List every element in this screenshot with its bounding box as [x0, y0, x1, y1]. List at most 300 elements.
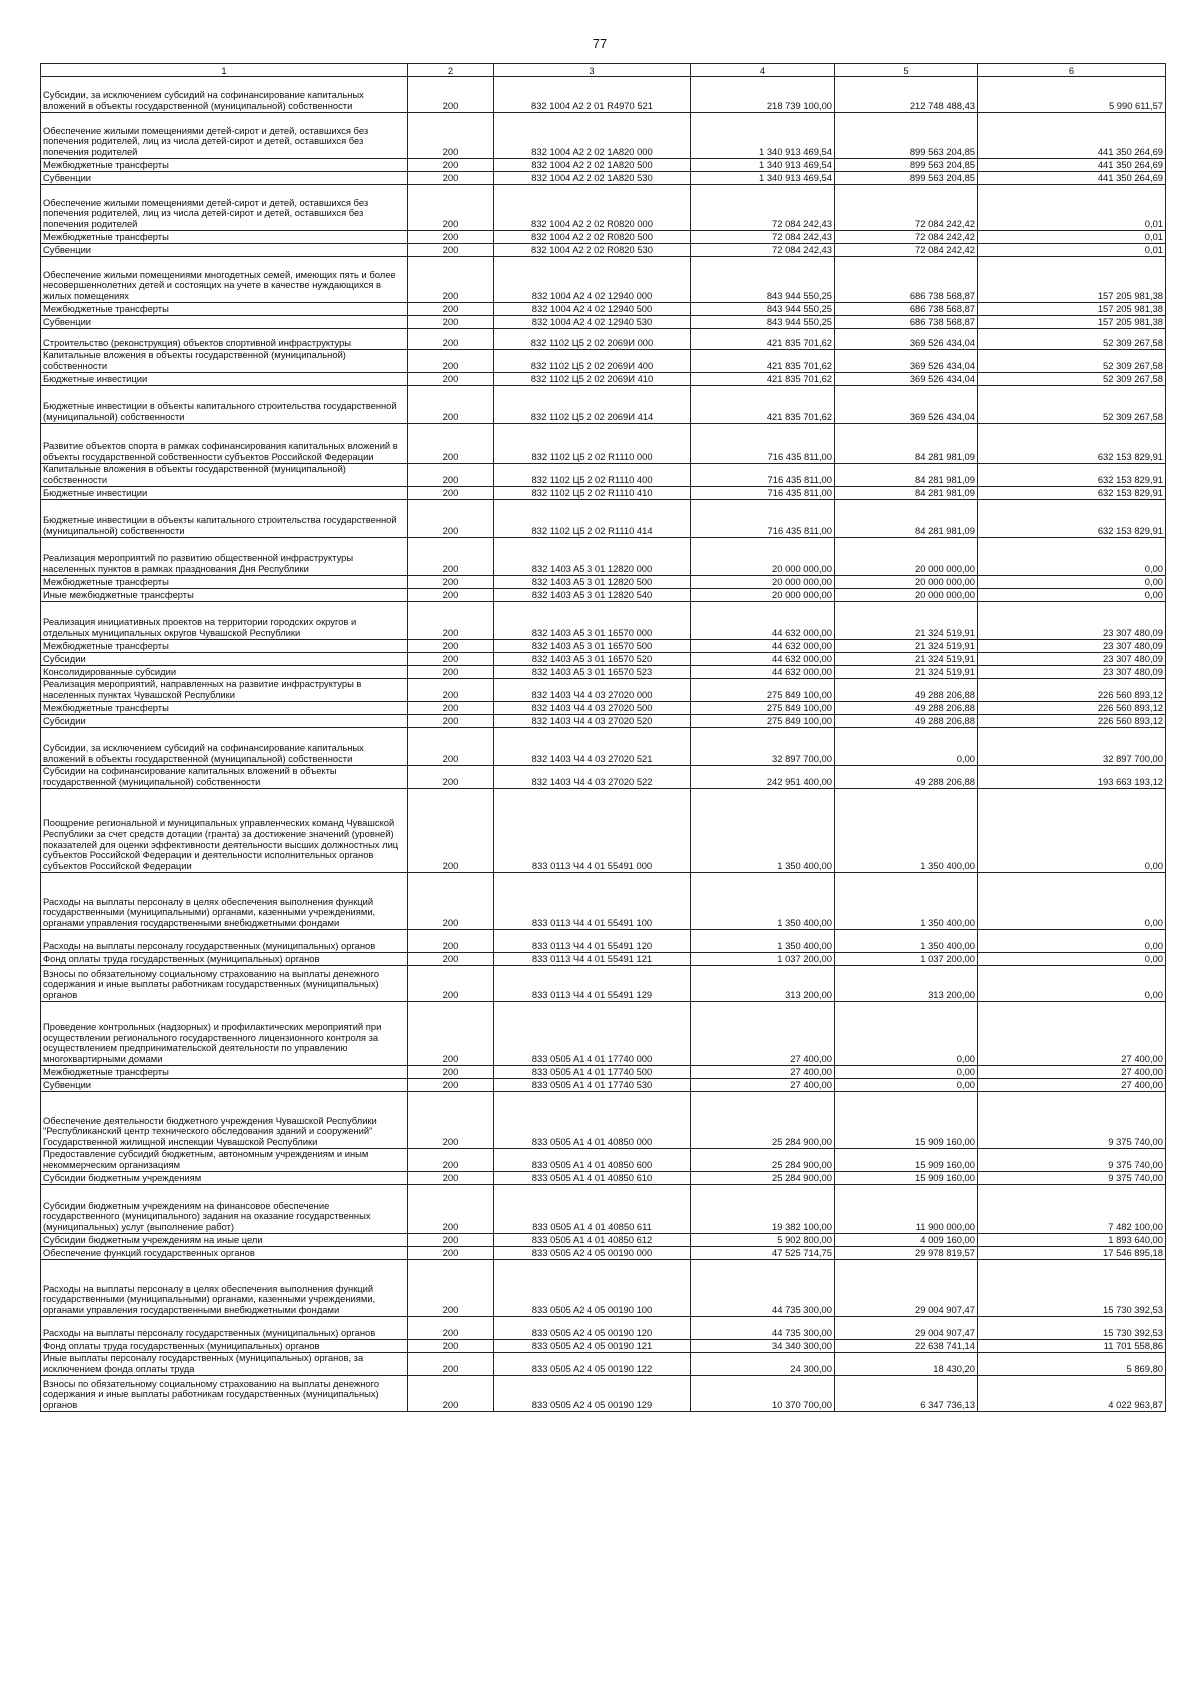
table-body	[41, 77, 1166, 1412]
budget-classification-code-cell: 833 0113 Ч4 4 01 55491 100	[494, 873, 691, 930]
expense-name-cell: Фонд оплаты труда государственных (муниципальных) органов	[41, 953, 408, 966]
line-code-cell: 200	[408, 666, 494, 679]
budget-classification-code-cell: 832 1102 Ц5 2 02 2069И 000	[494, 329, 691, 350]
table-row	[41, 386, 1166, 424]
executed-amount-cell: 22 638 741,14	[835, 1340, 978, 1353]
table-row	[41, 640, 1166, 653]
line-code-cell: 200	[408, 244, 494, 257]
table-row	[41, 487, 1166, 500]
budget-classification-code-cell: 833 0505 A1 4 01 40850 612	[494, 1234, 691, 1247]
executed-amount-cell: 84 281 981,09	[835, 424, 978, 464]
executed-amount-cell: 899 563 204,85	[835, 172, 978, 185]
unexecuted-amount-cell: 193 663 193,12	[978, 766, 1166, 789]
line-code-cell: 200	[408, 113, 494, 159]
executed-amount-cell: 0,00	[835, 1079, 978, 1092]
unexecuted-amount-cell: 0,00	[978, 789, 1166, 873]
table-header	[41, 64, 1166, 77]
expense-name-cell: Обеспечение жильми помещениями многодетных семей, имеющих пять и более несовершеннолетних детей и состоящих на учете в качестве нуждающихся в жилых помещениях	[41, 257, 408, 303]
expense-name-cell: Субсидии на софинансирование капитальных вложений в объекты государственной (муниципальной) собственности	[41, 766, 408, 789]
budget-classification-code-cell: 832 1004 A2 2 02 1A820 500	[494, 159, 691, 172]
unexecuted-amount-cell: 0,00	[978, 873, 1166, 930]
expense-name-cell: Предоставление субсидий бюджетным, автономным учреждениям и иным некоммерческим организациям	[41, 1149, 408, 1172]
expense-name-cell: Субвенции	[41, 244, 408, 257]
budget-classification-code-cell: 832 1403 A5 3 01 12820 000	[494, 538, 691, 576]
unexecuted-amount-cell: 27 400,00	[978, 1066, 1166, 1079]
budget-classification-code-cell: 833 0113 Ч4 4 01 55491 000	[494, 789, 691, 873]
line-code-cell: 200	[408, 1079, 494, 1092]
executed-amount-cell: 21 324 519,91	[835, 653, 978, 666]
expense-name-cell: Межбюджетные трансферты	[41, 231, 408, 244]
budget-classification-code-cell: 833 0505 A2 4 05 00190 120	[494, 1317, 691, 1340]
expense-name-cell: Обеспечение жилыми помещениями детей-сирот и детей, оставшихся без попечения родителей, лиц из числа детей-сирот и детей, оставшихся без попечения родителей	[41, 185, 408, 231]
unexecuted-amount-cell: 9 375 740,00	[978, 1092, 1166, 1149]
table-row	[41, 1092, 1166, 1149]
expense-name-cell: Межбюджетные трансферты	[41, 1066, 408, 1079]
table-row	[41, 966, 1166, 1002]
table-row	[41, 159, 1166, 172]
executed-amount-cell: 4 009 160,00	[835, 1234, 978, 1247]
line-code-cell: 200	[408, 602, 494, 640]
budget-classification-code-cell: 833 0505 A1 4 01 40850 610	[494, 1172, 691, 1185]
approved-amount-cell: 20 000 000,00	[691, 589, 835, 602]
unexecuted-amount-cell: 0,01	[978, 244, 1166, 257]
expense-name-cell: Межбюджетные трансферты	[41, 159, 408, 172]
unexecuted-amount-cell: 7 482 100,00	[978, 1185, 1166, 1234]
approved-amount-cell: 1 037 200,00	[691, 953, 835, 966]
unexecuted-amount-cell: 632 153 829,91	[978, 464, 1166, 487]
executed-amount-cell: 29 004 907,47	[835, 1317, 978, 1340]
executed-amount-cell: 686 738 568,87	[835, 257, 978, 303]
column-number-3: 3	[494, 64, 691, 77]
budget-classification-code-cell: 832 1102 Ц5 2 02 2069И 414	[494, 386, 691, 424]
column-number-5: 5	[835, 64, 978, 77]
budget-classification-code-cell: 832 1403 Ч4 4 03 27020 522	[494, 766, 691, 789]
unexecuted-amount-cell: 15 730 392,53	[978, 1260, 1166, 1317]
line-code-cell: 200	[408, 653, 494, 666]
executed-amount-cell: 11 900 000,00	[835, 1185, 978, 1234]
unexecuted-amount-cell: 0,00	[978, 930, 1166, 953]
budget-classification-code-cell: 833 0505 A1 4 01 40850 000	[494, 1092, 691, 1149]
approved-amount-cell: 5 902 800,00	[691, 1234, 835, 1247]
approved-amount-cell: 27 400,00	[691, 1079, 835, 1092]
budget-classification-code-cell: 832 1004 A2 2 02 1A820 000	[494, 113, 691, 159]
unexecuted-amount-cell: 23 307 480,09	[978, 640, 1166, 653]
line-code-cell: 200	[408, 1317, 494, 1340]
line-code-cell: 200	[408, 373, 494, 386]
budget-classification-code-cell: 832 1102 Ц5 2 02 R1110 000	[494, 424, 691, 464]
unexecuted-amount-cell: 11 701 558,86	[978, 1340, 1166, 1353]
approved-amount-cell: 242 951 400,00	[691, 766, 835, 789]
line-code-cell: 200	[408, 1066, 494, 1079]
line-code-cell: 200	[408, 185, 494, 231]
expense-name-cell: Обеспечение функций государственных органов	[41, 1247, 408, 1260]
budget-classification-code-cell: 832 1004 A2 4 02 12940 500	[494, 303, 691, 316]
unexecuted-amount-cell: 632 153 829,91	[978, 487, 1166, 500]
table-row	[41, 113, 1166, 159]
executed-amount-cell: 15 909 160,00	[835, 1172, 978, 1185]
expense-name-cell: Консолидированные субсидии	[41, 666, 408, 679]
executed-amount-cell: 899 563 204,85	[835, 113, 978, 159]
executed-amount-cell: 686 738 568,87	[835, 303, 978, 316]
table-row	[41, 257, 1166, 303]
expense-name-cell: Реализация мероприятий, направленных на развитие инфраструктуры в населенных пунктах Чувашской Республики	[41, 679, 408, 702]
table-row	[41, 728, 1166, 766]
line-code-cell: 200	[408, 77, 494, 113]
approved-amount-cell: 421 835 701,62	[691, 350, 835, 373]
expense-name-cell: Межбюджетные трансферты	[41, 576, 408, 589]
line-code-cell: 200	[408, 873, 494, 930]
expense-name-cell: Субсидии	[41, 715, 408, 728]
expense-name-cell: Расходы на выплаты персоналу в целях обеспечения выполнения функций государственными (муниципальными) органами, казенными учреждениями, органами управления государственными внебюджетными фондами	[41, 873, 408, 930]
budget-classification-code-cell: 832 1403 A5 3 01 12820 540	[494, 589, 691, 602]
expense-name-cell: Расходы на выплаты персоналу государственных (муниципальных) органов	[41, 1317, 408, 1340]
approved-amount-cell: 72 084 242,43	[691, 231, 835, 244]
line-code-cell: 200	[408, 500, 494, 538]
expense-name-cell: Бюджетные инвестиции	[41, 487, 408, 500]
column-number-2: 2	[408, 64, 494, 77]
executed-amount-cell: 686 738 568,87	[835, 316, 978, 329]
table-row	[41, 538, 1166, 576]
table-row	[41, 1247, 1166, 1260]
unexecuted-amount-cell: 52 309 267,58	[978, 350, 1166, 373]
unexecuted-amount-cell: 52 309 267,58	[978, 329, 1166, 350]
expense-name-cell: Обеспечение жилыми помещениями детей-сирот и детей, оставшихся без попечения родителей, лиц из числа детей-сирот и детей, оставшихся без попечения родителей	[41, 113, 408, 159]
table-row	[41, 1172, 1166, 1185]
table-row	[41, 666, 1166, 679]
expense-name-cell: Субсидии, за исключением субсидий на софинансирование капитальных вложений в объекты государственной (муниципальной) собственности	[41, 77, 408, 113]
approved-amount-cell: 1 350 400,00	[691, 873, 835, 930]
executed-amount-cell: 18 430,20	[835, 1353, 978, 1376]
executed-amount-cell: 72 084 242,42	[835, 185, 978, 231]
table-row	[41, 602, 1166, 640]
expense-name-cell: Субсидии бюджетным учреждениям на иные цели	[41, 1234, 408, 1247]
executed-amount-cell: 369 526 434,04	[835, 373, 978, 386]
unexecuted-amount-cell: 9 375 740,00	[978, 1172, 1166, 1185]
approved-amount-cell: 72 084 242,43	[691, 185, 835, 231]
approved-amount-cell: 313 200,00	[691, 966, 835, 1002]
line-code-cell: 200	[408, 789, 494, 873]
line-code-cell: 200	[408, 538, 494, 576]
executed-amount-cell: 369 526 434,04	[835, 386, 978, 424]
column-number-4: 4	[691, 64, 835, 77]
approved-amount-cell: 1 350 400,00	[691, 930, 835, 953]
approved-amount-cell: 44 632 000,00	[691, 640, 835, 653]
expense-name-cell: Фонд оплаты труда государственных (муниципальных) органов	[41, 1340, 408, 1353]
executed-amount-cell: 20 000 000,00	[835, 576, 978, 589]
table-row	[41, 766, 1166, 789]
expense-name-cell: Межбюджетные трансферты	[41, 640, 408, 653]
table-row	[41, 1260, 1166, 1317]
expense-name-cell: Взносы по обязательному социальному страхованию на выплаты денежного содержания и иные выплаты работникам государственных (муниципальных) органов	[41, 1376, 408, 1412]
table-row	[41, 715, 1166, 728]
approved-amount-cell: 20 000 000,00	[691, 538, 835, 576]
approved-amount-cell: 19 382 100,00	[691, 1185, 835, 1234]
table-row	[41, 350, 1166, 373]
approved-amount-cell: 275 849 100,00	[691, 679, 835, 702]
unexecuted-amount-cell: 4 022 963,87	[978, 1376, 1166, 1412]
line-code-cell: 200	[408, 257, 494, 303]
budget-classification-code-cell: 833 0113 Ч4 4 01 55491 129	[494, 966, 691, 1002]
line-code-cell: 200	[408, 1234, 494, 1247]
line-code-cell: 200	[408, 303, 494, 316]
budget-classification-code-cell: 832 1403 A5 3 01 16570 500	[494, 640, 691, 653]
expense-name-cell: Развитие объектов спорта в рамках софинансирования капитальных вложений в объекты государственной собственности субъектов Российской Федерации	[41, 424, 408, 464]
expense-name-cell: Межбюджетные трансферты	[41, 303, 408, 316]
table-row	[41, 77, 1166, 113]
executed-amount-cell: 20 000 000,00	[835, 589, 978, 602]
executed-amount-cell: 29 978 819,57	[835, 1247, 978, 1260]
expense-name-cell: Поощрение региональной и муниципальных управленческих команд Чувашской Республики за счет средств дотации (гранта) за достижение значений (уровней) показателей для оценки эффективности деятельности высших должностных лиц субъектов Российской Федерации и деятельности исполнительных органов субъектов Российской Федерации	[41, 789, 408, 873]
executed-amount-cell: 84 281 981,09	[835, 487, 978, 500]
unexecuted-amount-cell: 27 400,00	[978, 1002, 1166, 1066]
unexecuted-amount-cell: 441 350 264,69	[978, 159, 1166, 172]
executed-amount-cell: 72 084 242,42	[835, 231, 978, 244]
approved-amount-cell: 72 084 242,43	[691, 244, 835, 257]
executed-amount-cell: 899 563 204,85	[835, 159, 978, 172]
table-row	[41, 424, 1166, 464]
page-number: 77	[592, 36, 608, 51]
budget-classification-code-cell: 833 0505 A2 4 05 00190 000	[494, 1247, 691, 1260]
expense-name-cell: Субвенции	[41, 316, 408, 329]
unexecuted-amount-cell: 632 153 829,91	[978, 500, 1166, 538]
column-number-row	[41, 64, 1166, 77]
table-row	[41, 373, 1166, 386]
expense-name-cell: Бюджетные инвестиции в объекты капитального строительства государственной (муниципальной) собственности	[41, 500, 408, 538]
table-row	[41, 231, 1166, 244]
line-code-cell: 200	[408, 1172, 494, 1185]
approved-amount-cell: 421 835 701,62	[691, 386, 835, 424]
expense-name-cell: Субсидии	[41, 653, 408, 666]
approved-amount-cell: 275 849 100,00	[691, 715, 835, 728]
executed-amount-cell: 313 200,00	[835, 966, 978, 1002]
unexecuted-amount-cell: 0,00	[978, 576, 1166, 589]
line-code-cell: 200	[408, 1247, 494, 1260]
executed-amount-cell: 21 324 519,91	[835, 602, 978, 640]
unexecuted-amount-cell: 441 350 264,69	[978, 113, 1166, 159]
executed-amount-cell: 49 288 206,88	[835, 702, 978, 715]
unexecuted-amount-cell: 0,00	[978, 538, 1166, 576]
budget-classification-code-cell: 833 0505 A1 4 01 17740 530	[494, 1079, 691, 1092]
unexecuted-amount-cell: 157 205 981,38	[978, 303, 1166, 316]
approved-amount-cell: 1 340 913 469,54	[691, 172, 835, 185]
expense-name-cell: Расходы на выплаты персоналу в целях обеспечения выполнения функций государственными (муниципальными) органами, казенными учреждениями, органами управления государственными внебюджетными фондами	[41, 1260, 408, 1317]
executed-amount-cell: 369 526 434,04	[835, 350, 978, 373]
table-row	[41, 653, 1166, 666]
executed-amount-cell: 21 324 519,91	[835, 640, 978, 653]
approved-amount-cell: 843 944 550,25	[691, 303, 835, 316]
line-code-cell: 200	[408, 640, 494, 653]
expense-name-cell: Проведение контрольных (надзорных) и профилактических мероприятий при осуществлении регионального государственного лицензионного контроля за осуществлением предпринимательской деятельности по управлению многоквартирными домами	[41, 1002, 408, 1066]
line-code-cell: 200	[408, 953, 494, 966]
budget-classification-code-cell: 832 1403 Ч4 4 03 27020 520	[494, 715, 691, 728]
table-row	[41, 873, 1166, 930]
line-code-cell: 200	[408, 679, 494, 702]
unexecuted-amount-cell: 157 205 981,38	[978, 257, 1166, 303]
budget-classification-code-cell: 832 1004 A2 2 02 R0820 500	[494, 231, 691, 244]
line-code-cell: 200	[408, 231, 494, 244]
table-row	[41, 702, 1166, 715]
budget-classification-code-cell: 832 1102 Ц5 2 02 2069И 400	[494, 350, 691, 373]
line-code-cell: 200	[408, 316, 494, 329]
executed-amount-cell: 84 281 981,09	[835, 500, 978, 538]
line-code-cell: 200	[408, 576, 494, 589]
unexecuted-amount-cell: 23 307 480,09	[978, 602, 1166, 640]
unexecuted-amount-cell: 9 375 740,00	[978, 1149, 1166, 1172]
line-code-cell: 200	[408, 1376, 494, 1412]
expense-name-cell: Иные межбюджетные трансферты	[41, 589, 408, 602]
approved-amount-cell: 27 400,00	[691, 1002, 835, 1066]
table-row	[41, 1234, 1166, 1247]
executed-amount-cell: 1 350 400,00	[835, 873, 978, 930]
executed-amount-cell: 212 748 488,43	[835, 77, 978, 113]
approved-amount-cell: 25 284 900,00	[691, 1149, 835, 1172]
unexecuted-amount-cell: 52 309 267,58	[978, 373, 1166, 386]
approved-amount-cell: 421 835 701,62	[691, 329, 835, 350]
line-code-cell: 200	[408, 766, 494, 789]
table-row	[41, 172, 1166, 185]
budget-classification-code-cell: 833 0113 Ч4 4 01 55491 121	[494, 953, 691, 966]
expense-name-cell: Иные выплаты персоналу государственных (муниципальных) органов, за исключением фонда оплаты труда	[41, 1353, 408, 1376]
budget-classification-code-cell: 832 1102 Ц5 2 02 R1110 400	[494, 464, 691, 487]
budget-classification-code-cell: 832 1004 A2 2 02 R0820 530	[494, 244, 691, 257]
executed-amount-cell: 0,00	[835, 1066, 978, 1079]
line-code-cell: 200	[408, 728, 494, 766]
budget-classification-code-cell: 833 0505 A1 4 01 17740 500	[494, 1066, 691, 1079]
approved-amount-cell: 843 944 550,25	[691, 257, 835, 303]
line-code-cell: 200	[408, 1340, 494, 1353]
executed-amount-cell: 72 084 242,42	[835, 244, 978, 257]
table-row	[41, 303, 1166, 316]
approved-amount-cell: 24 300,00	[691, 1353, 835, 1376]
executed-amount-cell: 369 526 434,04	[835, 329, 978, 350]
executed-amount-cell: 29 004 907,47	[835, 1260, 978, 1317]
table-row	[41, 1149, 1166, 1172]
table-row	[41, 1079, 1166, 1092]
line-code-cell: 200	[408, 930, 494, 953]
executed-amount-cell: 49 288 206,88	[835, 766, 978, 789]
approved-amount-cell: 716 435 811,00	[691, 464, 835, 487]
approved-amount-cell: 1 340 913 469,54	[691, 113, 835, 159]
approved-amount-cell: 716 435 811,00	[691, 424, 835, 464]
expense-name-cell: Субвенции	[41, 1079, 408, 1092]
approved-amount-cell: 1 350 400,00	[691, 789, 835, 873]
table-row	[41, 1317, 1166, 1340]
line-code-cell: 200	[408, 329, 494, 350]
budget-classification-code-cell: 832 1403 A5 3 01 12820 500	[494, 576, 691, 589]
approved-amount-cell: 44 735 300,00	[691, 1260, 835, 1317]
unexecuted-amount-cell: 226 560 893,12	[978, 679, 1166, 702]
unexecuted-amount-cell: 1 893 640,00	[978, 1234, 1166, 1247]
expense-name-cell: Реализация инициативных проектов на территории городских округов и отдельных муниципальных округов Чувашской Республики	[41, 602, 408, 640]
column-number-6: 6	[978, 64, 1166, 77]
approved-amount-cell: 44 632 000,00	[691, 666, 835, 679]
approved-amount-cell: 44 632 000,00	[691, 653, 835, 666]
budget-classification-code-cell: 832 1004 A2 4 02 12940 530	[494, 316, 691, 329]
line-code-cell: 200	[408, 350, 494, 373]
budget-classification-code-cell: 833 0505 A1 4 01 40850 600	[494, 1149, 691, 1172]
approved-amount-cell: 1 340 913 469,54	[691, 159, 835, 172]
approved-amount-cell: 843 944 550,25	[691, 316, 835, 329]
approved-amount-cell: 47 525 714,75	[691, 1247, 835, 1260]
approved-amount-cell: 27 400,00	[691, 1066, 835, 1079]
approved-amount-cell: 716 435 811,00	[691, 500, 835, 538]
unexecuted-amount-cell: 23 307 480,09	[978, 666, 1166, 679]
line-code-cell: 200	[408, 172, 494, 185]
unexecuted-amount-cell: 226 560 893,12	[978, 715, 1166, 728]
approved-amount-cell: 25 284 900,00	[691, 1092, 835, 1149]
table-row	[41, 316, 1166, 329]
budget-classification-code-cell: 832 1403 Ч4 4 03 27020 000	[494, 679, 691, 702]
line-code-cell: 200	[408, 1149, 494, 1172]
budget-table	[40, 63, 1166, 1412]
table-row	[41, 244, 1166, 257]
approved-amount-cell: 44 632 000,00	[691, 602, 835, 640]
budget-classification-code-cell: 833 0113 Ч4 4 01 55491 120	[494, 930, 691, 953]
line-code-cell: 200	[408, 487, 494, 500]
expense-name-cell: Бюджетные инвестиции в объекты капитального строительства государственной (муниципальной) собственности	[41, 386, 408, 424]
approved-amount-cell: 44 735 300,00	[691, 1317, 835, 1340]
table-row	[41, 576, 1166, 589]
unexecuted-amount-cell: 226 560 893,12	[978, 702, 1166, 715]
line-code-cell: 200	[408, 1260, 494, 1317]
executed-amount-cell: 15 909 160,00	[835, 1149, 978, 1172]
line-code-cell: 200	[408, 1002, 494, 1066]
budget-classification-code-cell: 833 0505 A2 4 05 00190 121	[494, 1340, 691, 1353]
approved-amount-cell: 716 435 811,00	[691, 487, 835, 500]
executed-amount-cell: 0,00	[835, 1002, 978, 1066]
unexecuted-amount-cell: 52 309 267,58	[978, 386, 1166, 424]
budget-classification-code-cell: 832 1403 A5 3 01 16570 523	[494, 666, 691, 679]
table-row	[41, 185, 1166, 231]
budget-classification-code-cell: 832 1102 Ц5 2 02 2069И 410	[494, 373, 691, 386]
executed-amount-cell: 21 324 519,91	[835, 666, 978, 679]
expense-name-cell: Строительство (реконструкция) объектов спортивной инфраструктуры	[41, 329, 408, 350]
line-code-cell: 200	[408, 159, 494, 172]
table-row	[41, 930, 1166, 953]
line-code-cell: 200	[408, 1353, 494, 1376]
line-code-cell: 200	[408, 715, 494, 728]
expense-name-cell: Обеспечение деятельности бюджетного учреждения Чувашской Республики "Республиканский центр технического обследования зданий и сооружений" Государственной жилищной инспекции Чувашской Республики	[41, 1092, 408, 1149]
budget-classification-code-cell: 832 1004 A2 2 02 1A820 530	[494, 172, 691, 185]
table-row	[41, 1185, 1166, 1234]
executed-amount-cell: 15 909 160,00	[835, 1092, 978, 1149]
approved-amount-cell: 20 000 000,00	[691, 576, 835, 589]
line-code-cell: 200	[408, 1185, 494, 1234]
approved-amount-cell: 275 849 100,00	[691, 702, 835, 715]
expense-name-cell: Субвенции	[41, 172, 408, 185]
expense-name-cell: Реализация мероприятий по развитию общественной инфраструктуры населенных пунктов в рамках празднования Дня Республики	[41, 538, 408, 576]
approved-amount-cell: 421 835 701,62	[691, 373, 835, 386]
executed-amount-cell: 1 350 400,00	[835, 930, 978, 953]
line-code-cell: 200	[408, 424, 494, 464]
budget-classification-code-cell: 832 1102 Ц5 2 02 R1110 414	[494, 500, 691, 538]
expense-name-cell: Субсидии бюджетным учреждениям на финансовое обеспечение государственного (муниципального) задания на оказание государственных (муниципальных) услуг (выполнение работ)	[41, 1185, 408, 1234]
budget-classification-code-cell: 833 0505 A1 4 01 40850 611	[494, 1185, 691, 1234]
table-row	[41, 589, 1166, 602]
budget-classification-code-cell: 833 0505 A2 4 05 00190 129	[494, 1376, 691, 1412]
executed-amount-cell: 1 037 200,00	[835, 953, 978, 966]
table-row	[41, 679, 1166, 702]
approved-amount-cell: 32 897 700,00	[691, 728, 835, 766]
budget-classification-code-cell: 832 1102 Ц5 2 02 R1110 410	[494, 487, 691, 500]
table-row	[41, 329, 1166, 350]
unexecuted-amount-cell: 32 897 700,00	[978, 728, 1166, 766]
line-code-cell: 200	[408, 589, 494, 602]
budget-classification-code-cell: 832 1403 Ч4 4 03 27020 500	[494, 702, 691, 715]
expense-name-cell: Капитальные вложения в объекты государственной (муниципальной) собственности	[41, 464, 408, 487]
approved-amount-cell: 218 739 100,00	[691, 77, 835, 113]
line-code-cell: 200	[408, 1092, 494, 1149]
